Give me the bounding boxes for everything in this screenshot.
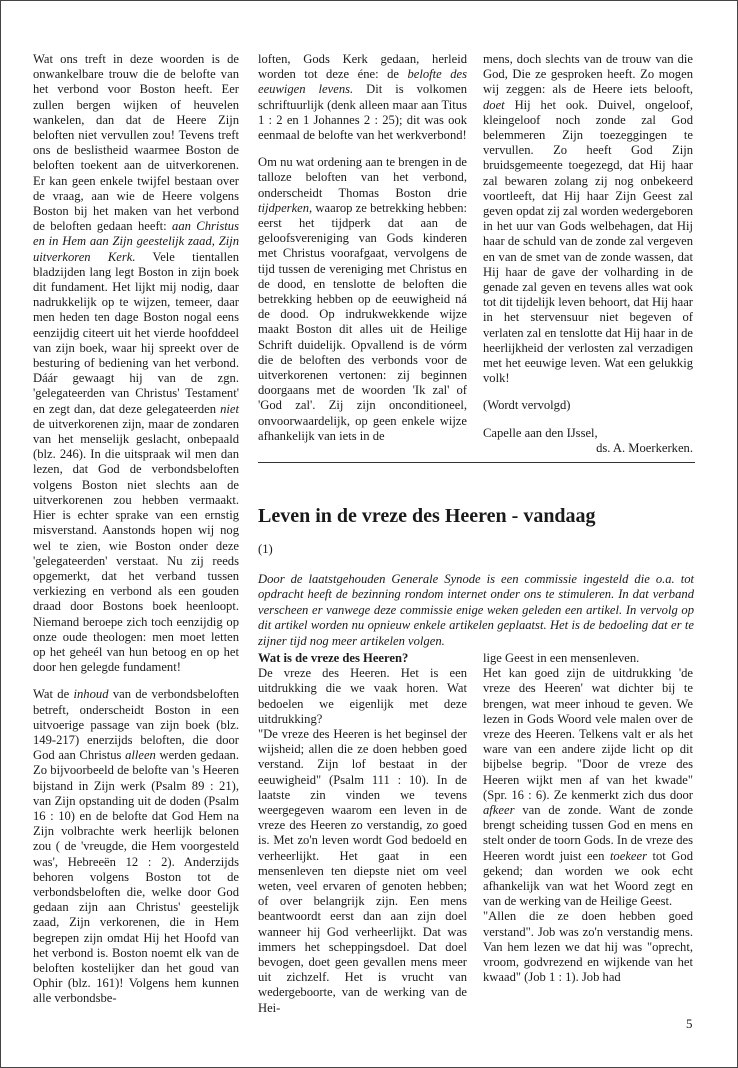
paragraph: loften, Gods Kerk gedaan, herleid worden tot deze éne: de belofte des eeuwigen levens. Dit is volkomen schriftuurlijk (denk alleen maar aan Titus 1 : 2 en 1 Johannes 2 : 25); dit was ook eenmaal de belofte van het werkverbond! (258, 52, 468, 143)
article-intro: Door de laatstgehouden Generale Synode is een commissie ingesteld die o.a. tot opdracht heeft de bezinning rondom internet onder ons te stimuleren. In dat verband verscheen er vanwege deze commissie enige weken geleden een artikel. In vervolg op dit artikel worden nu opnieuw enkele artikelen geplaatst. Het is de bedoeling dat er te zijner tijd nog meer artikelen volgen. (258, 572, 694, 648)
paragraph: Wat ons treft in deze woorden is de onwankelbare trouw die de belofte van het verbond voor Boston heeft. Eer zullen bergen wijken of heuvelen wankelen, dan dat de Heere Zijn beloften niet vervullen zou! Tevens treft ons de beslistheid waarmee Boston de beloften toekent aan de uitverkorenen. Er kan geen enkele twijfel bestaan over de vraag, aan wie de Heere volgens Boston bij het maken van het verbond de beloften gedaan heeft: aan Christus en in Hem aan Zijn geestelijk zaad, Zijn uitverkoren Kerk. Vele tientallen bladzijden lang legt Boston in zijn boek dit fundament. Het lijkt mij nodig, daar nadrukkelijk op te wijzen, temeer, daar men heden ten dage Boston nogal eens eenzijdig citeert uit het vierde hoofddeel van zijn boek, waar hij spreekt over de besturing of bediening van het verbond. Dáár gewaagt hij van de zgn. 'gelegateerden van Christus' Testament' en zegt dan, dat deze gelegateerden niet de uitverkorenen zijn, maar de zondaren van het menselijk geslacht, onbepaald (blz. 246). In die uitspraak wil men dan lezen, dat God de verbondsbeloften volgens Boston niet slechts aan de uitverkorenen zou hebben vermaakt. Hier is echter sprake van een ernstig misverstand. Aanstonds hopen wij nog wel te zien, wie Boston onder deze 'gelegateerden' verstaat. Nu zij reeds opgemerkt, dat het verband tussen verkiezing en verbond als een gouden draad door Bostons boek heenloopt. Niemand beroepe zich toch eenzijdig op onze oude theologen: men moet letten op het geheél van hun betoog en op het door hen gelegde fundament! (33, 52, 240, 675)
subheading: Wat is de vreze des Heeren? (258, 651, 409, 665)
article-number: (1) (258, 542, 273, 556)
article-title: Leven in de vreze des Heeren - vandaag (258, 505, 596, 527)
signature-author: ds. A. Moerkerken. (596, 440, 693, 455)
paragraph: mens, doch slechts van de trouw van die God, Die ze gesproken heeft. Zo mogen wij zeggen: als de Heere iets belooft, doet Hij het ook. Duivel, ongeloof, kleingeloof noch zonde zal God belemmeren Zijn toezeggingen te vervullen. Zo heeft God Zijn bruidsgemeente toegezegd, dat Hij haar zal bewaren zolang zij nog onbekeerd voortleeft, dat Hij haar Zijn Geest zal geven opdat zij zal worden wedergeboren in het uur van Gods welbehagen, dat Hij haar de schuld van de zonde zal vergeven en van de smet van de zonde wassen, dat Hij haar de gave der volharding in de genade zal geven en tevens alles wat ook tot dit tijdelijk leven behoort, dat Hij haar in het stervensuur niet begeven of verlaten zal en tenslotte dat Hij haar in de heerlijkheid der verlosten zal verzadigen met het eeuwige leven. Wat een gelukkig volk! (483, 52, 693, 386)
paragraph: lige Geest in een mensenleven. (483, 651, 640, 665)
signature-place: Capelle aan den IJssel, (483, 425, 598, 440)
paragraph: Het kan goed zijn de uitdrukking 'de vreze des Heeren' wat dichter bij te brengen, wat meer inhoud te geven. We lezen in Gods Woord vele malen over de vreze des Heeren. Telkens valt er als het ware van een andere zijde licht op dit bijbelse begrip. "Door de vreze des Heeren wijkt men af van het kwade" (Spr. 16 : 6). Ze kenmerkt zich dus door afkeer van de zonde. Want de zonde brengt scheiding tussen God en mens en stelt onder de toorn Gods. In de vreze des Heeren wordt juist een toekeer tot God gekend; dan worden we ook echt afhankelijk van wat het Woord zegt en van de werking van de Heilige Geest. (483, 666, 693, 909)
paragraph: Wat de inhoud van de verbondsbeloften betreft, onderscheidt Boston in een uitvoerige passage van zijn boek (blz. 149-217) enerzijds beloften, die door God aan Christus alleen werden gedaan. Zo bijvoorbeeld de belofte van 's Heeren bijstand in Zijn werk (Psalm 89 : 21), van Zijn opstanding uit de doden (Psalm 16 : 10) en de belofte dat God Hem na Zijn volbrachte werk heerlijk belonen zou ( de 'vreugde, die Hem voorgesteld was', Hebreeën 12 : 2). Anderzijds behoren volgens Boston tot de verbondsbeloften die, welke door God gedaan zijn aan Christus' geestelijk zaad, Zijn verkorenen, die in Hem begrepen zijn omdat Hij het Hoofd van het verbond is. Boston noemt elk van de beloften kostelijker dan het goud van Ophir (blz. 161)! Volgens hem kunnen alle verbondsbe- (33, 687, 239, 1006)
continued-note: (Wordt vervolgd) (483, 398, 571, 413)
paragraph: Om nu wat ordening aan te brengen in de talloze beloften van het verbond, onderscheidt Thomas Boston drie tijdperken, waarop ze betrekking hebben: eerst het tijdperk dat aan de geloofsvereniging van Gods kinderen met Christus voorafgaat, vervolgens de tijd tussen de vereniging met Christus en de dood, en tenslotte de beloften die betrekking hebben op de eeuwigheid ná de dood. Op indrukwekkende wijze maakt Boston dit alles uit de Heilige Schrift duidelijk. Opvallend is de vórm die de beloften des verbonds voor de uitverkorenen vertonen: zij beginnen doorgaans met de woorden 'Ik zal' of 'God zal'. Zij zijn onconditioneel, onvoorwaardelijk, op geen enkele wijze afhankelijk van iets in de (258, 155, 467, 443)
article-column-right (483, 651, 693, 985)
article-column-left (258, 651, 467, 1016)
column-left (33, 52, 239, 1019)
paragraph: "Allen die ze doen hebben goed verstand". Job was zo'n verstandig mens. Van hem lezen we dat hij was "oprecht, vroom, godvrezend en wijkende van het kwaad" (Job 1 : 1). Job had (483, 909, 693, 985)
paragraph: "De vreze des Heeren is het beginsel der wijsheid; allen die ze doen hebben goed verstand. Zijn lof bestaat in der eeuwigheid" (Psalm 111 : 10). In de laatste zin vinden we tevens weergegeven waarom een leven in de vreze des Heeren zo verstandig, zo goed is. Met zo'n leven wordt God bedoeld en verheerlijkt. Het gaat in een mensenleven ten diepste niet om veel weten, veel ervaren of genoten hebben; of over belangrijk zijn. Een mens beantwoordt eerst dan aan zijn doel wanneer hij God verheerlijkt. Dat was immers het scheppingsdoel. Dat doel bevogen, doet geen gevallen mens meer uit zichzelf. Het is vrucht van wedergeboorte, van de werking van de Hei- (258, 727, 467, 1015)
column-right (483, 52, 693, 456)
column-middle (258, 52, 467, 456)
page-number: 5 (686, 1016, 693, 1031)
section-divider (258, 462, 695, 463)
paragraph: De vreze des Heeren. Het is een uitdrukking die we vaak horen. Wat bedoelen we eigenlijk met deze uitdrukking? (258, 666, 467, 726)
